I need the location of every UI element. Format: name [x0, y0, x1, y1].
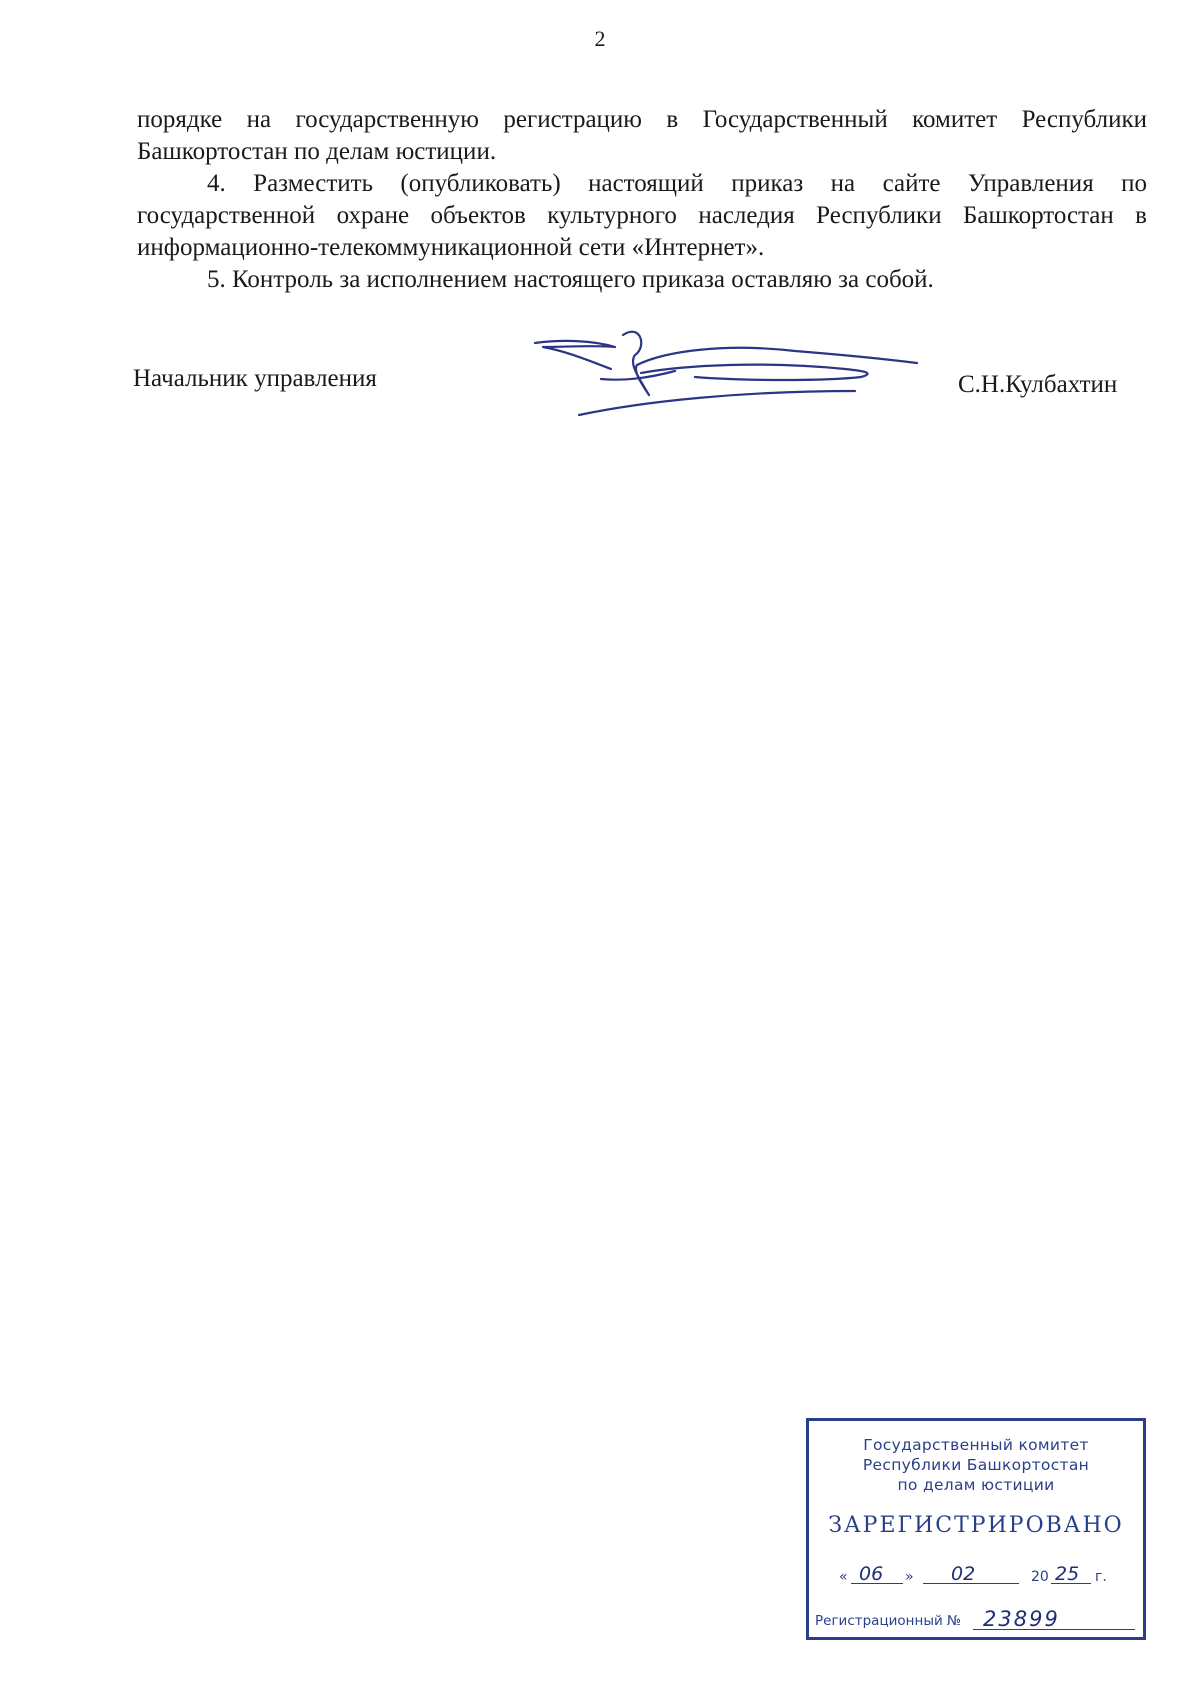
stamp-reg-label: Регистрационный № — [815, 1613, 962, 1629]
body-text — [137, 104, 1147, 296]
stamp-org-line: Республики Башкортостан — [862, 1456, 1090, 1474]
paragraph-item-4: 4. Разместить (опубликовать) настоящий приказ на сайте Управления по государственной охране объектов культурного наследия Республики Башкортостан в информационно-телекоммуникационной сети «Интернет». — [137, 170, 1147, 261]
signature-name: С.Н.Кулбахтин — [958, 371, 1118, 398]
stamp-organization — [809, 1435, 1143, 1495]
stamp-date — [839, 1559, 1129, 1587]
signature-title: Начальник управления — [133, 365, 377, 392]
stamp-year-unit: г. — [1095, 1569, 1107, 1585]
handwritten-signature — [525, 325, 945, 425]
stamp-registration — [813, 1605, 1141, 1633]
registration-stamp — [806, 1418, 1146, 1640]
stamp-month: 02 — [951, 1563, 976, 1585]
stamp-reg-number: 23899 — [983, 1607, 1060, 1631]
stamp-year-prefix: 20 — [1031, 1569, 1049, 1585]
stamp-org-line: по делам юстиции — [897, 1476, 1055, 1494]
stamp-day: 06 — [859, 1563, 884, 1585]
stamp-status: ЗАРЕГИСТРИРОВАНО — [828, 1513, 1124, 1538]
paragraph-continuation: порядке на государственную регистрацию в Государственный комитет Республики Башкортостан по делам юстиции. — [137, 106, 1147, 165]
stamp-open-quote: « — [839, 1569, 848, 1585]
paragraph-item-5: 5. Контроль за исполнением настоящего приказа оставляю за собой. — [207, 266, 934, 293]
stamp-year-suffix: 25 — [1055, 1563, 1080, 1585]
page-number: 2 — [594, 26, 606, 51]
stamp-close-quote: » — [905, 1569, 914, 1585]
stamp-org-line: Государственный комитет — [863, 1436, 1089, 1454]
